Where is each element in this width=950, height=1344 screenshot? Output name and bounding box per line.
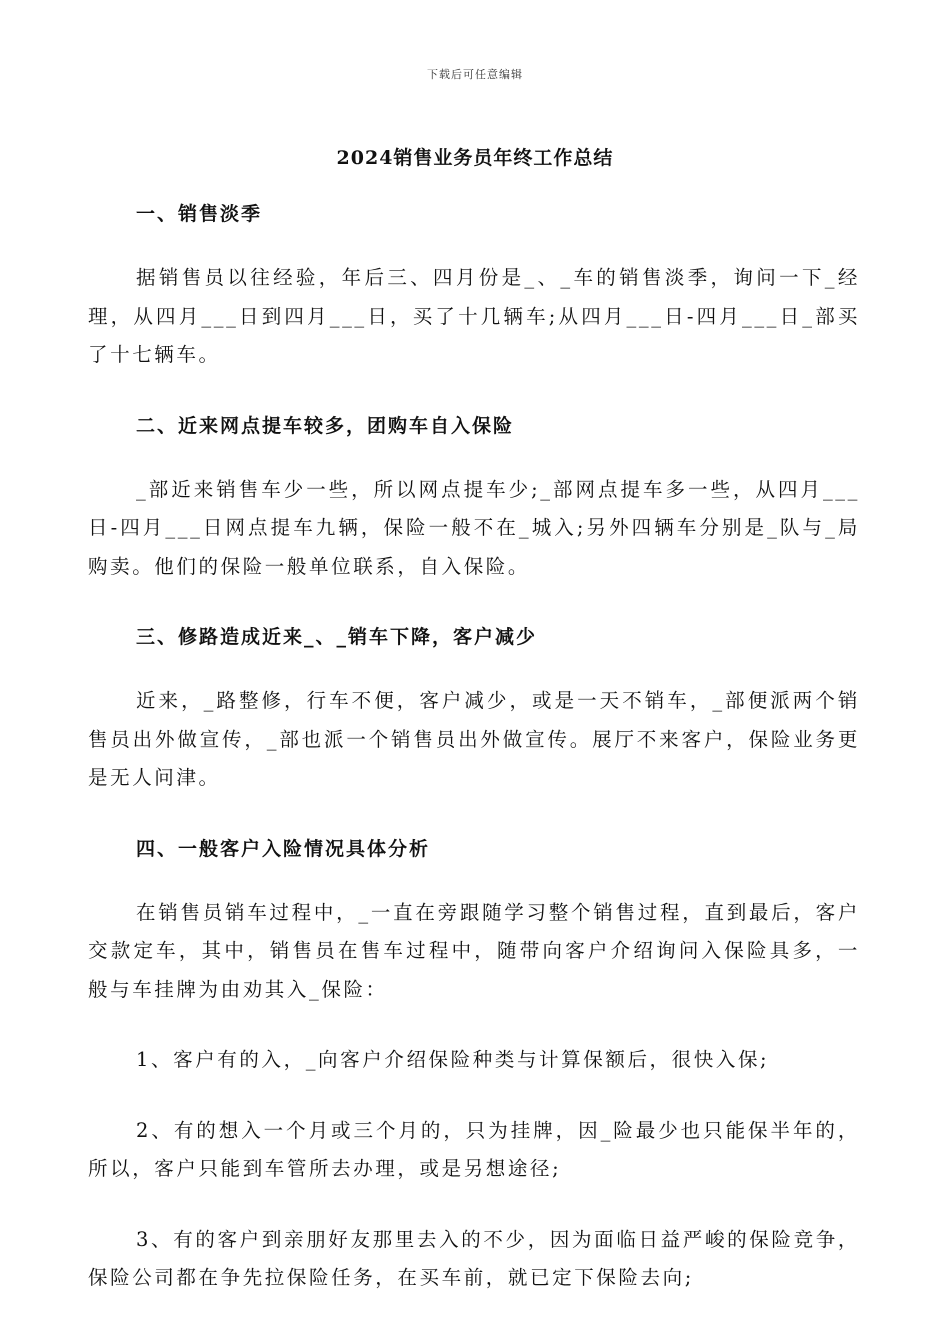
section-heading-4: 四、一般客户入险情况具体分析 [136,837,431,860]
paragraph: 据销售员以往经验，年后三、四月份是_、_车的销售淡季，询问一下_经理，从四月___日到四月___日，买了十几辆车;从四月___日-四月___日_部买了十七辆车。 [88,266,860,366]
list-item: 3、有的客户到亲朋好友那里去入的不少，因为面临日益严峻的保险竞争，保险公司都在争先拉保险任务，在买车前，就已定下保险去向; [88,1227,860,1289]
paragraph: 在销售员销车过程中，_一直在旁跟随学习整个销售过程，直到最后，客户交款定车，其中，销售员在售车过程中，随带向客户介绍询问入保险具多，一般与车挂牌为由劝其入_保险： [88,900,860,1001]
section-heading-1: 一、销售淡季 [136,203,263,225]
section-heading-3: 三、修路造成近来_、_销车下降，客户减少 [136,626,538,648]
paragraph: _部近来销售车少一些，所以网点提车少;_部网点提车多一些，从四月___日-四月___日网点提车九辆，保险一般不在_城入;另外四辆车分别是_队与_局购卖。他们的保险一般单位联系，自入保险。 [88,477,860,578]
header-note: 下载后可任意编辑 [427,68,523,81]
document-body [88,195,860,1330]
section-heading-2: 二、近来网点提车较多，团购车自入保险 [136,414,515,437]
list-item: 2、有的想入一个月或三个月的，只为挂牌，因_险最少也只能保半年的，所以，客户只能到车管所去办理，或是另想途径; [88,1118,860,1180]
list-item: 1、客户有的入，_向客户介绍保险种类与计算保额后，很快入保; [136,1048,770,1071]
paragraph: 近来，_路整修，行车不便，客户减少，或是一天不销车，_部便派两个销售员出外做宣传，_部也派一个销售员出外做宣传。展厅不来客户，保险业务更是无人问津。 [88,689,860,789]
document-title: 2024销售业务员年终工作总结 [336,147,614,169]
